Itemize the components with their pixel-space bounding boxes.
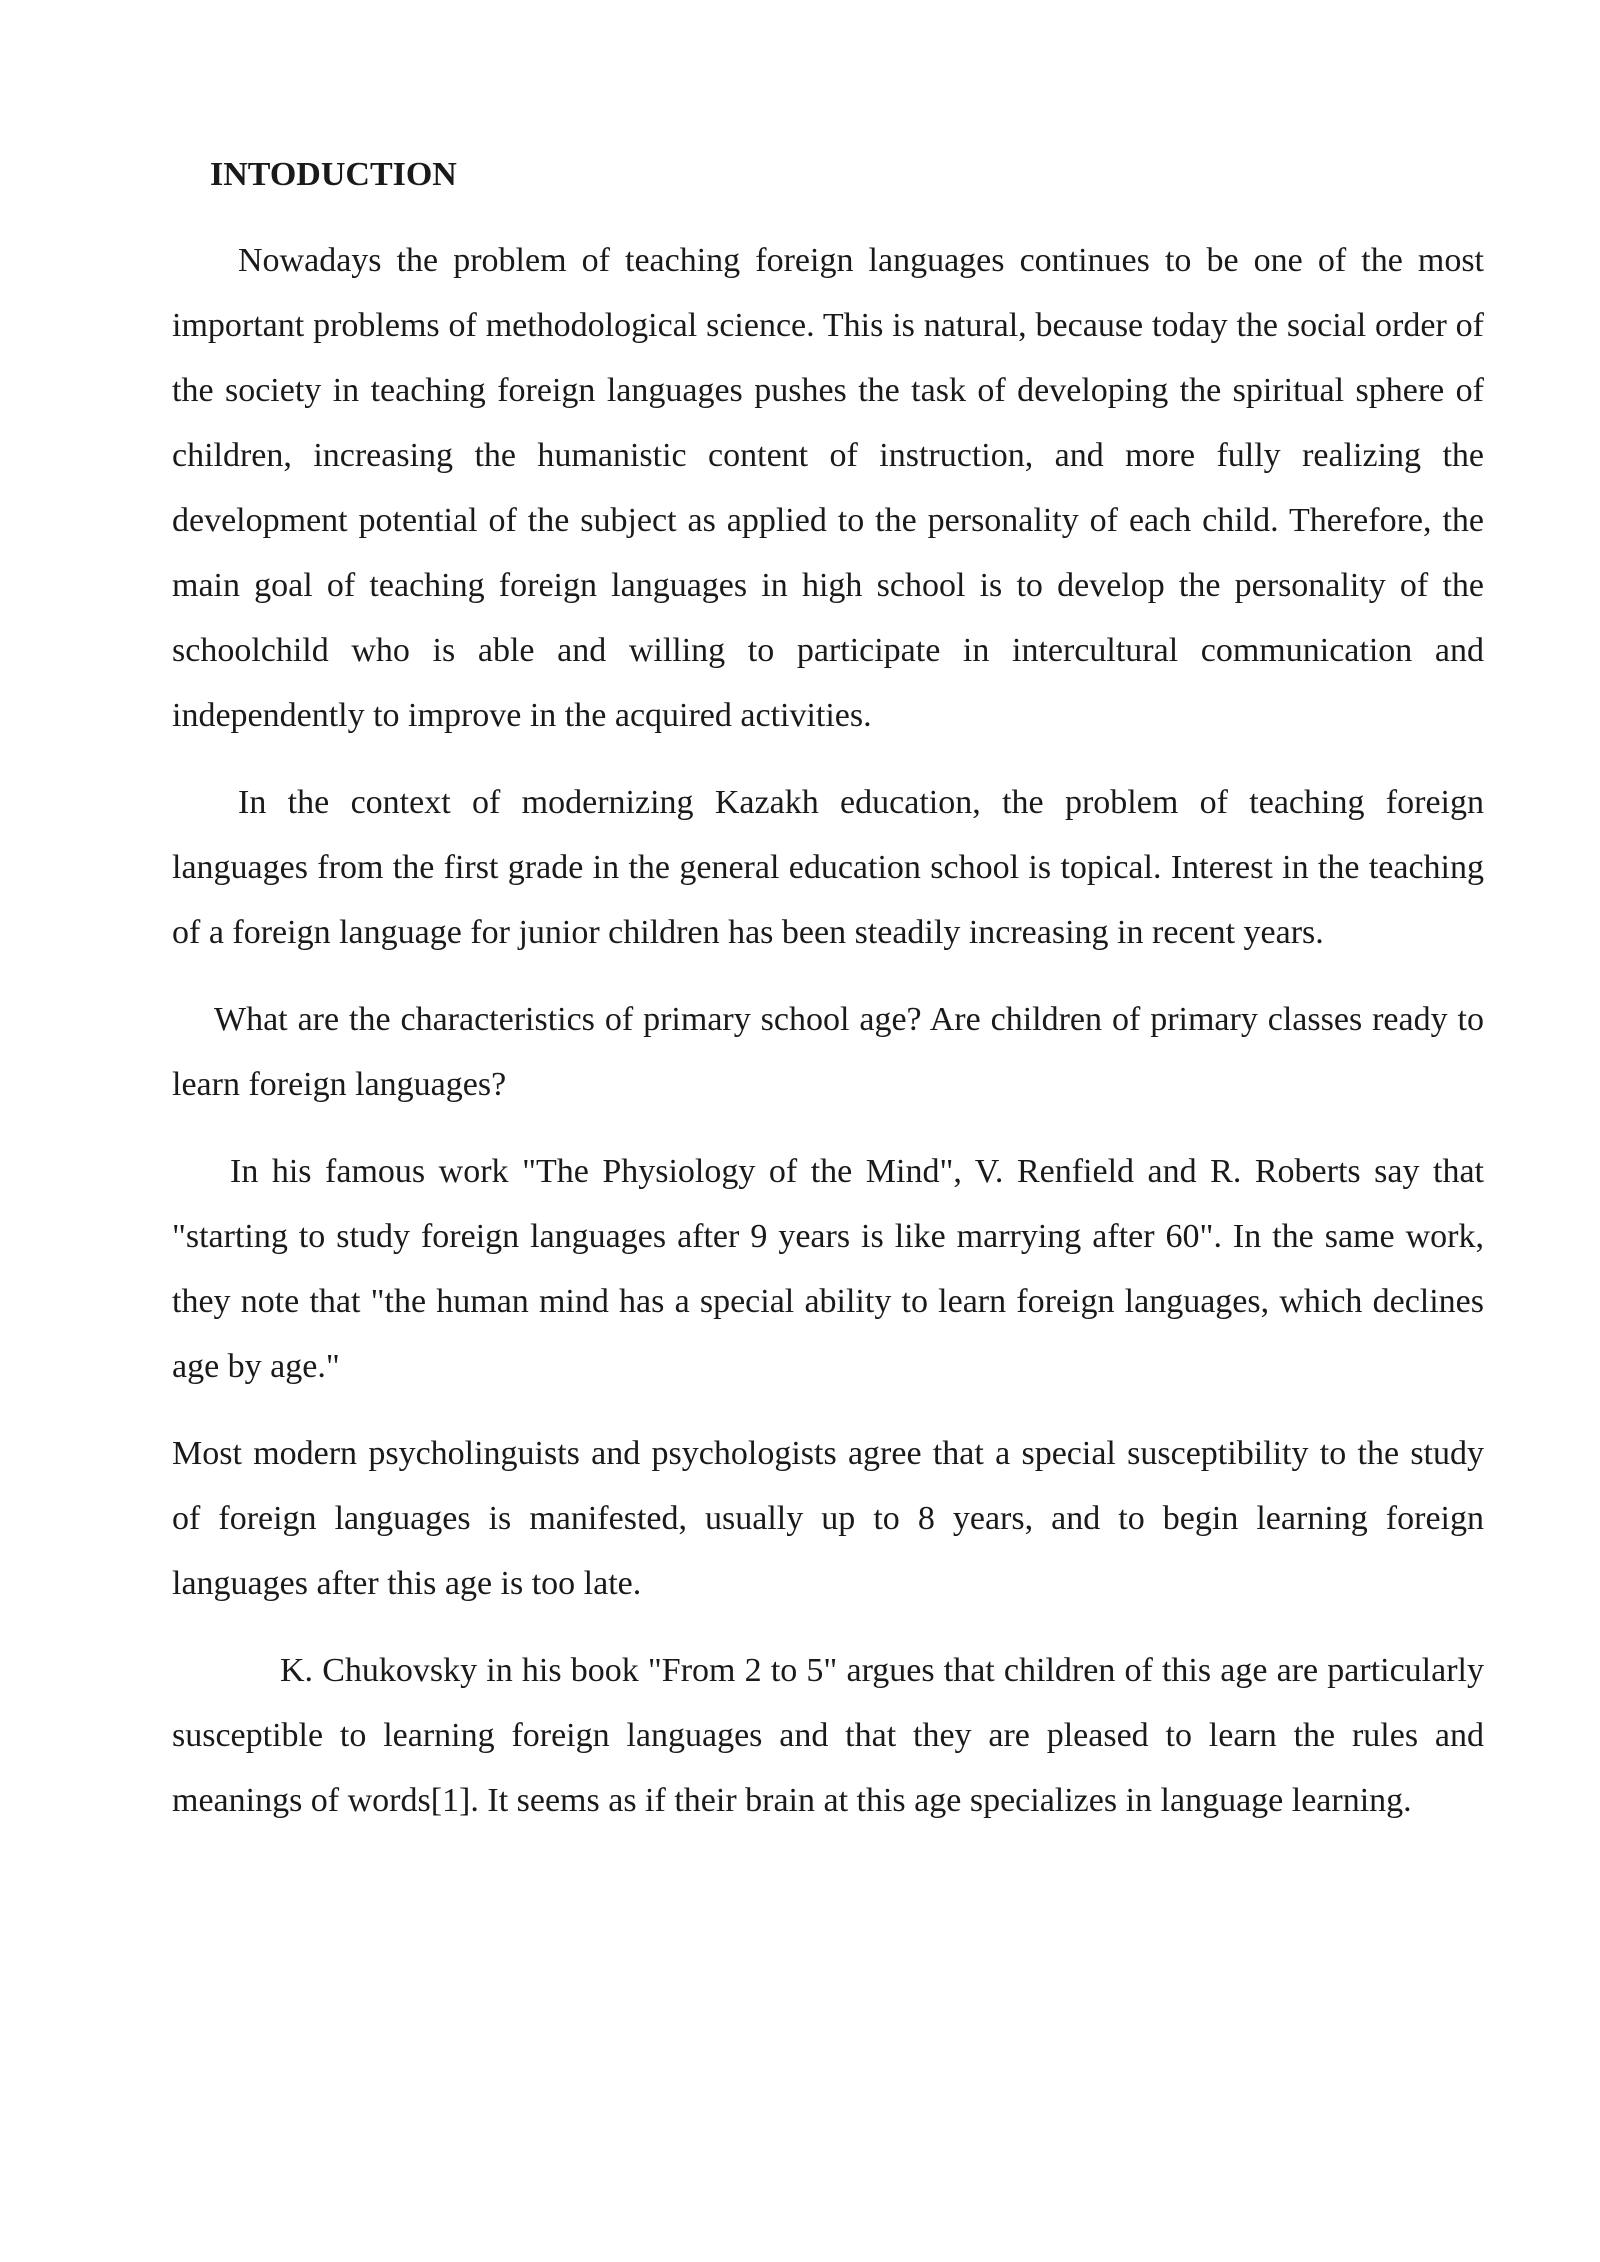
paragraph-2: In the context of modernizing Kazakh education, the problem of teaching foreign languages from the first grade in the general education school is topical. Interest in the teaching of a foreign language for junior children has been steadily increasing in recent years. (172, 784, 1484, 951)
paragraph-3: What are the characteristics of primary school age? Are children of primary classes ready to learn foreign languages? (172, 1001, 1484, 1103)
paragraph-5: Most modern psycholinguists and psychologists agree that a special susceptibility to the study of foreign languages is manifested, usually up to 8 years, and to begin learning foreign languages after this age is too late. (172, 1435, 1484, 1602)
paragraph-4: In his famous work "The Physiology of the Mind", V. Renfield and R. Roberts say that "starting to study foreign languages after 9 years is like marrying after 60". In the same work, they note that "the human mind has a special ability to learn foreign languages, which declines age by age." (172, 1153, 1484, 1385)
document-body (172, 150, 1484, 1855)
paragraph-1: Nowadays the problem of teaching foreign languages continues to be one of the most important problems of methodological science. This is natural, because today the social order of the society in teaching foreign languages pushes the task of developing the spiritual sphere of children, increasing the humanistic content of instruction, and more fully realizing the development potential of the subject as applied to the personality of each child. Therefore, the main goal of teaching foreign languages in high school is to develop the personality of the schoolchild who is able and willing to participate in intercultural communication and independently to improve in the acquired activities. (172, 242, 1484, 734)
paragraph-6: K. Chukovsky in his book "From 2 to 5" argues that children of this age are particularly susceptible to learning foreign languages and that they are pleased to learn the rules and meanings of words[1]. It seems as if their brain at this age specializes in language learning. (172, 1652, 1484, 1819)
section-heading: INTODUCTION (210, 156, 457, 193)
